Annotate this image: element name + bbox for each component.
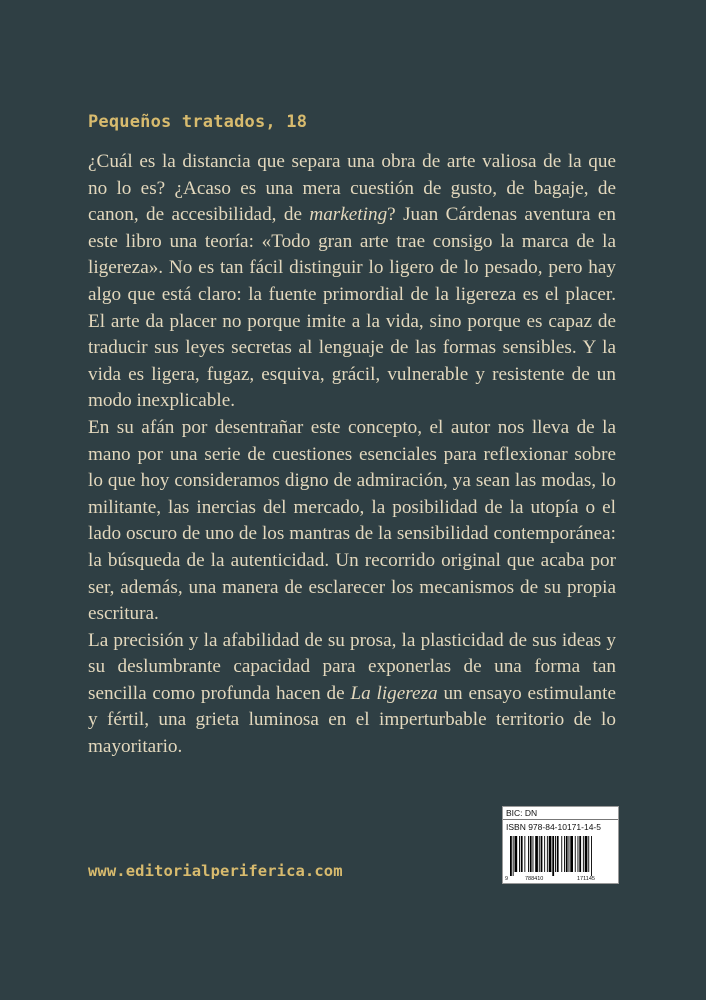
barcode-lead-digit: 9 [505,876,509,882]
barcode-bar [588,836,589,872]
barcode-bar [521,836,523,872]
barcode-bar [541,836,543,872]
barcode-bar [535,836,538,872]
barcode-bar [510,836,512,876]
barcode-bar [519,836,520,872]
series-title: Pequeños tratados, 18 [88,112,308,132]
barcode-bar [549,836,552,872]
barcode-bar [513,836,514,876]
blurb-paragraph-3 [88,628,616,761]
barcode-bar [561,836,562,872]
barcode-bar [570,836,573,872]
barcode-bar [585,836,588,872]
isbn-number: ISBN 978-84-10171-14-5 [506,822,601,832]
book-title-italic: La ligereza [350,682,438,704]
barcode-icon [508,836,615,876]
publisher-website: www.editorialperiferica.com [88,862,343,880]
barcode-bar [579,836,581,872]
barcode-bar [557,836,559,872]
blurb-paragraph-1 [88,149,616,415]
blurb-text: La precisión y la afabilidad de su prosa, la plasticidad de sus ideas y su deslumbrante capacidad para exponerlas de una forma tan sencilla como profunda hacen de [88,629,616,704]
barcode-bar [547,836,548,872]
barcode-bar [578,836,579,872]
barcode-bar [566,836,568,872]
barcode-bar [583,836,584,872]
isbn-barcode-label [502,806,619,884]
barcode-bar [591,836,592,876]
barcode-bar [555,836,556,872]
barcode-bar [530,836,532,872]
bic-code: BIC: DN [503,807,618,820]
barcode-bar [552,836,554,876]
barcode-bar [564,836,565,872]
blurb-text: un ensayo estimulante y fértil, una grieta luminosa en el imperturbable territorio de lo mayoritario. [88,682,616,758]
barcode-bar [575,836,576,872]
back-cover-blurb [88,149,616,761]
barcode-left-digits: 788410 [525,876,544,882]
blurb-italic-term: marketing [309,204,388,226]
barcode-right-digits: 171145 [577,876,595,882]
barcode-bar [569,836,570,872]
blurb-paragraph-2: En su afán por desentrañar este concepto, el autor nos lleva de la mano por una serie de cuestiones esenciales para reflexionar sobre lo que hoy consideramos digno de admiración, ya sean las modas, lo militante, las inercias del mercado, la posibilidad de la utopía o el lado oscuro de uno de los mantras de la sensibilidad contemporánea: la búsqueda de la autenticidad. Un recorrido original que acaba por ser, además, una manera de esclarecer los mecanismos de su propia escritura. [88,416,616,625]
barcode-bar [515,836,518,872]
barcode-bar [544,836,545,872]
barcode-bar [533,836,534,872]
barcode-bar [539,836,540,872]
blurb-text: ¿Cuál es la distancia que separa una obra de arte valiosa de la que no lo es? ¿Acaso es una mera cuestión de gusto, de bagaje, de canon, de accesibilidad, de [88,151,616,226]
barcode-bar [524,836,525,872]
blurb-text: ? Juan Cárdenas aventura en este libro una teoría: «Todo gran arte trae consigo la marca de la ligereza». No es tan fácil distinguir lo ligero de lo pesado, pero hay algo que está claro: la fuente primordial de la ligereza es el placer. El arte da placer no porque imite a la vida, sino porque es capaz de traducir sus leyes secretas al lenguaje de las formas sensibles. Y la vida es ligera, fugaz, esquiva, grácil, vulnerable y resistente de un modo inexplicable. [88,204,616,412]
barcode-bar [528,836,529,872]
